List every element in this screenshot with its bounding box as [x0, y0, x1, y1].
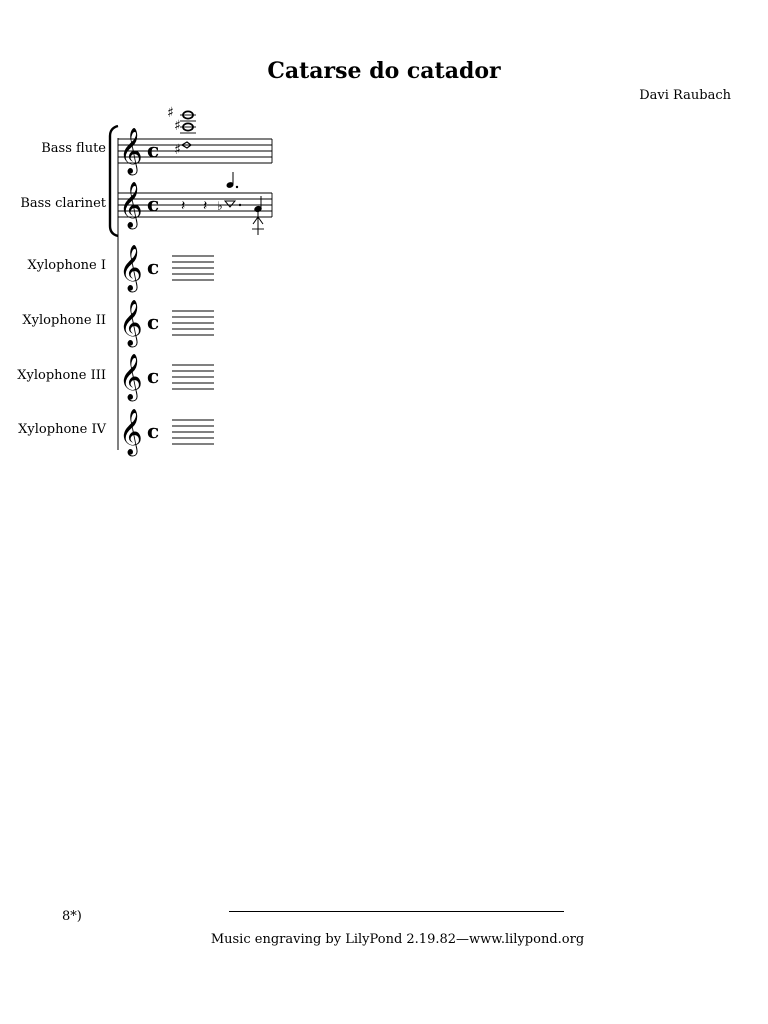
treble-clef-icon: 𝄞	[119, 182, 143, 228]
time-signature-common: c	[147, 138, 160, 162]
treble-clef-icon: 𝄞	[119, 128, 143, 174]
svg-text:𝄽: 𝄽	[203, 198, 208, 214]
svg-text:♯: ♯	[174, 118, 181, 134]
treble-clef-icon: 𝄞	[119, 354, 143, 400]
instrument-label-xylophone-1: Xylophone I	[27, 258, 106, 273]
time-signature-common: c	[147, 255, 160, 279]
treble-clef-icon: 𝄞	[119, 300, 143, 346]
time-signature-common: c	[147, 192, 160, 216]
svg-text:𝄽: 𝄽	[181, 198, 186, 214]
instrument-label-bass-flute: Bass flute	[41, 141, 106, 156]
treble-clef-icon: 𝄞	[119, 409, 143, 455]
bass-flute-chord	[167, 105, 196, 158]
composer-name: Davi Raubach	[639, 88, 731, 103]
instrument-label-xylophone-2: Xylophone II	[22, 313, 106, 328]
footnote-marker: 8*)	[62, 909, 82, 924]
treble-clef-icon: 𝄞	[119, 245, 143, 291]
bass-clarinet-notes	[181, 172, 264, 235]
svg-text:♯: ♯	[167, 105, 174, 121]
footer-rule	[229, 911, 564, 912]
staff-xylophone-4	[172, 420, 214, 444]
svg-text:♯: ♯	[174, 142, 181, 158]
staff-xylophone-1	[172, 256, 214, 280]
time-signature-common: c	[147, 364, 160, 388]
engraving-tagline: Music engraving by LilyPond 2.19.82—www.lilypond.org	[210, 932, 585, 947]
score-title: Catarse do catador	[267, 58, 501, 84]
group-bracket	[110, 126, 118, 236]
instrument-label-xylophone-4: Xylophone IV	[18, 422, 106, 437]
svg-text:♭: ♭	[217, 199, 223, 213]
instrument-label-xylophone-3: Xylophone III	[17, 368, 106, 383]
staff-xylophone-2	[172, 311, 214, 335]
time-signature-common: c	[147, 310, 160, 334]
instrument-label-bass-clarinet: Bass clarinet	[20, 196, 106, 211]
time-signature-common: c	[147, 419, 160, 443]
staff-xylophone-3	[172, 365, 214, 389]
